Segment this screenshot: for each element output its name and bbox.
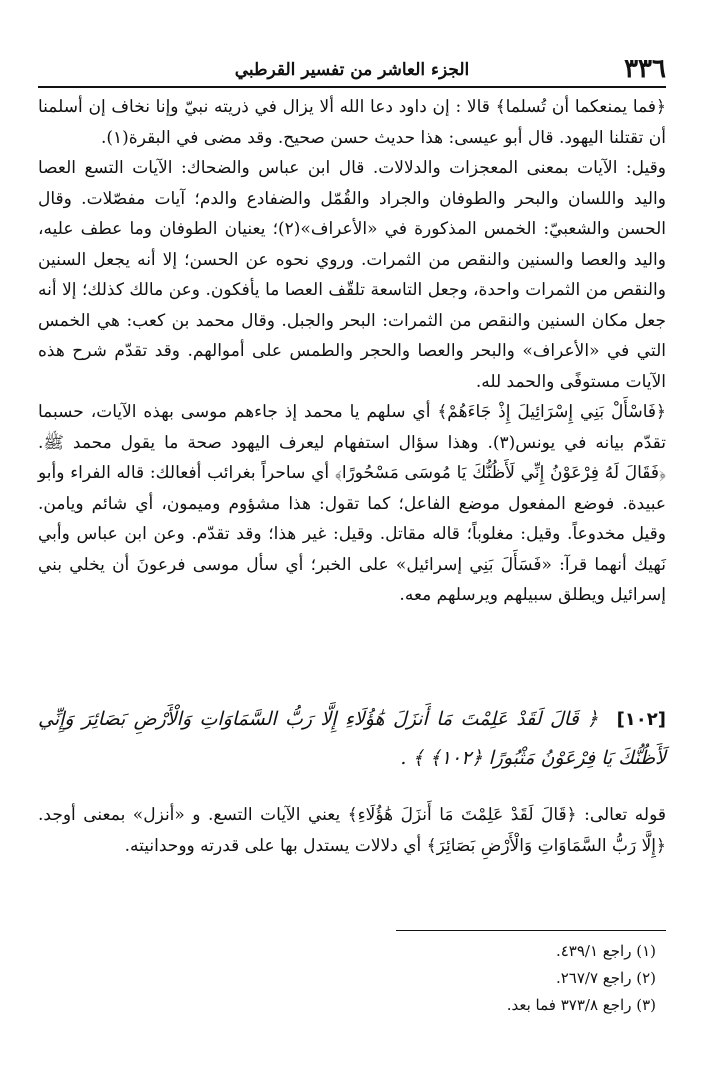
verse-number: [١٠٢] <box>616 709 666 730</box>
footnotes <box>356 938 656 1019</box>
paragraph: ﴿فما يمنعكما أن تُسلما﴾ قالا : إن داود دعا الله ألا يزال في ذريته نبيّ وإنا نخاف إن أسلمنا أن تقتلنا اليهود. قال أبو عيسى: هذا حديث حسن صحيح. وقد مضى في البقرة(١). <box>38 97 666 148</box>
footnote: (٣) راجع ٣٧٣/٨ فما بعد. <box>506 996 656 1014</box>
page-header <box>38 52 666 88</box>
verse-text: ﴿ قَالَ لَقَدْ عَلِمْتَ مَا أَنزَلَ هَٰؤُلَاءِ إِلَّا رَبُّ السَّمَاوَاتِ وَالْأَرْضِ بَصَائِرَ وَإِنِّي لَأَظُنُّكَ يَا فِرْعَوْنُ مَثْبُورًا ﴿١٠٢﴾ ﴾ . <box>38 708 666 769</box>
footnote-divider <box>396 930 666 931</box>
quran-verse <box>38 700 666 777</box>
footnote: (٢) راجع ٢٦٧/٧. <box>555 969 656 987</box>
tafsir-paragraph: قوله تعالى: ﴿قَالَ لَقَدْ عَلِمْتَ مَا أَنزَلَ هَٰؤُلَاءِ﴾ يعني الآيات التسع. و «أنزل» بمعنى أوجد. ﴿إِلَّا رَبُّ السَّمَاوَاتِ وَالْأَرْضِ بَصَائِرَ﴾ أي دلالات يستدل بها على قدرته ووحدانيته. <box>38 805 666 856</box>
paragraph: وقيل: الآيات بمعنى المعجزات والدلالات. قال ابن عباس والضحاك: الآيات التسع العصا واليد واللسان والبحر والطوفان والجراد والقُمّل والضفادع والدم؛ آيات مفصّلات. وقال الحسن والشعبيّ: الخمس المذكورة في «الأعراف»(٢)؛ يعنيان الطوفان وما عطف عليه، واليد والعصا والسنين والنقص من الثمرات. وروي نحوه عن الحسن؛ إلا أنه يجعل السنين والنقص من الثمرات واحدة، وجعل التاسعة تلقّف العصا ما يأفكون. وعن مالك كذلك؛ إلا أنه جعل مكان السنين والنقص من الثمرات: البحر والجبل. وقال محمد بن كعب: هي الخمس التي في «الأعراف» والبحر والعصا والحجر والطمس على أموالهم. وقد تقدّم شرح هذه الآيات مستوفًى والحمد لله. <box>38 158 666 392</box>
paragraph: ﴿فَاسْأَلْ بَنِي إِسْرَائِيلَ إِذْ جَاءَهُمْ﴾ أي سلهم يا محمد إذ جاءهم موسى بهذه الآيات، حسبما تقدّم بيانه في يونس(٣). وهذا سؤال استفهام ليعرف اليهود صحة ما يقول محمد ﷺ. ﴿فَقَالَ لَهُ فِرْعَوْنُ إِنِّي لَأَظُنُّكَ يَا مُوسَى مَسْحُورًا﴾ أي ساحراً بغرائب أفعالك: قاله الفراء وأبو عبيدة. فوضع المفعول موضع الفاعل؛ كما تقول: هذا مشؤوم وميمون، أي شائم ويامن. وقيل مخدوعاً. وقيل: مغلوباً؛ قاله مقاتل. وقيل: غير هذا؛ وقد تقدّم. وعن ابن عباس وأبي نَهيك أنهما قرآ: «فَسَأَلَ بَنِي إسرائيل» على الخبر؛ أي سأل موسى فرعونَ أن يخلي بني إسرائيل ويطلق سبيلهم ويرسلهم معه. <box>38 402 666 605</box>
footnote: (١) راجع ٤٣٩/١. <box>555 942 656 960</box>
page-number: ٣٣٦ <box>624 54 666 84</box>
running-title: الجزء العاشر من تفسير القرطبي <box>234 60 470 80</box>
main-text <box>38 92 666 611</box>
